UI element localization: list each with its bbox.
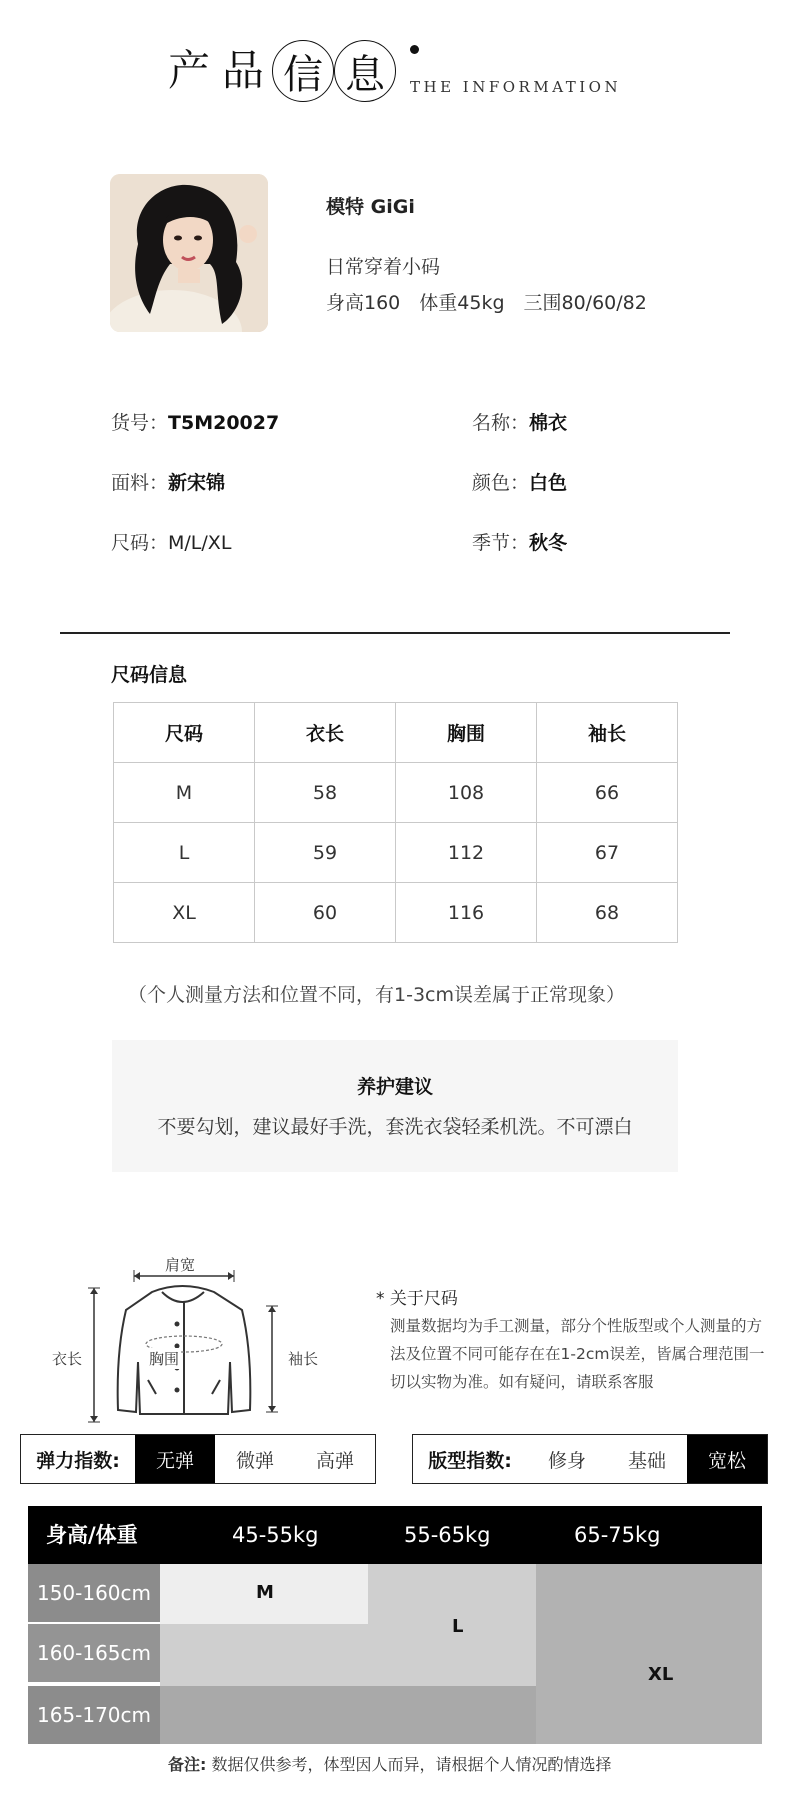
- size-table-header: 尺码: [114, 703, 255, 763]
- model-photo: [110, 174, 268, 332]
- section-divider: [60, 632, 730, 634]
- info-sizes-label: 尺码：: [111, 532, 169, 554]
- table-cell: 67: [537, 823, 678, 883]
- table-cell: 58: [255, 763, 396, 823]
- title-char-2: 品: [222, 46, 265, 95]
- fit-block-xl-label: XL: [648, 1664, 674, 1685]
- info-item-no-label: 货号：: [111, 412, 169, 434]
- fit-option-regular: 基础: [627, 1449, 666, 1472]
- info-season: [472, 528, 567, 555]
- title-subtitle: THE INFORMATION: [410, 78, 622, 96]
- table-cell: 66: [537, 763, 678, 823]
- table-cell: L: [114, 823, 255, 883]
- title-dot-icon: [410, 45, 419, 54]
- size-table-header: 衣长: [255, 703, 396, 763]
- table-row: [114, 823, 678, 883]
- about-size-title: * 关于尺码: [376, 1289, 458, 1309]
- info-item-no: [111, 408, 279, 435]
- chest-label: 胸围: [149, 1350, 180, 1368]
- shoulder-label: 肩宽: [165, 1256, 196, 1274]
- model-portrait-icon: [110, 174, 268, 332]
- size-table-header: 胸围: [396, 703, 537, 763]
- length-label: 衣长: [52, 1350, 83, 1368]
- fit-chart-height-3: 165-170cm: [28, 1686, 160, 1744]
- model-measurements: 身高160 体重45kg 三围80/60/82: [326, 292, 647, 314]
- table-cell: 68: [537, 883, 678, 943]
- jacket-diagram-icon: [82, 1262, 292, 1432]
- sleeve-label: 袖长: [288, 1350, 319, 1368]
- table-cell: 112: [396, 823, 537, 883]
- table-cell: 59: [255, 823, 396, 883]
- info-color-label: 颜色：: [472, 472, 530, 494]
- fit-block-m-label: M: [256, 1582, 274, 1603]
- table-cell: 108: [396, 763, 537, 823]
- info-color-value: 白色: [529, 472, 568, 494]
- fit-option-loose: 宽松: [687, 1435, 767, 1483]
- fit-block-l-label: L: [452, 1616, 464, 1637]
- fit-chart-weight-2: 55-65kg: [404, 1523, 491, 1547]
- fit-chart-footnote: [168, 1752, 612, 1775]
- size-table-header-row: [114, 703, 678, 763]
- fit-block-m: [160, 1564, 368, 1624]
- fit-chart-height-1: 150-160cm: [28, 1564, 160, 1622]
- info-season-label: 季节：: [472, 532, 530, 554]
- title-char-3: 信: [283, 51, 323, 98]
- fit-option-slim: 修身: [547, 1449, 586, 1472]
- care-box: [112, 1040, 678, 1172]
- info-sizes-value: M/L/XL: [168, 532, 232, 554]
- size-table-title: 尺码信息: [111, 664, 188, 686]
- info-name: [472, 408, 567, 435]
- info-fabric: [111, 468, 225, 495]
- model-size-note: 日常穿着小码: [326, 256, 441, 278]
- title-char-1: 产: [168, 46, 211, 95]
- model-name: 模特 GiGi: [326, 196, 415, 218]
- table-cell: 116: [396, 883, 537, 943]
- fit-label: 版型指数:: [428, 1449, 512, 1472]
- fit-chart-weight-1: 45-55kg: [232, 1523, 319, 1547]
- info-sizes: [111, 528, 231, 555]
- info-fabric-value: 新宋锦: [168, 472, 226, 494]
- table-cell: XL: [114, 883, 255, 943]
- elasticity-index: [20, 1434, 376, 1484]
- fit-chart-height-2: 160-165cm: [28, 1624, 160, 1682]
- title-char-4: 息: [345, 51, 385, 98]
- table-row: [114, 763, 678, 823]
- elasticity-option-none: 无弹: [135, 1435, 215, 1483]
- care-title: 养护建议: [356, 1076, 433, 1098]
- fit-index: [412, 1434, 768, 1484]
- info-item-no-value: T5M20027: [168, 412, 280, 434]
- elasticity-label: 弹力指数:: [36, 1449, 120, 1472]
- footnote-text: 数据仅供参考，体型因人而异，请根据个人情况酌情选择: [211, 1755, 612, 1774]
- fit-row-3-fill: [160, 1686, 536, 1744]
- info-color: [472, 468, 567, 495]
- title-char-4-circle: [334, 40, 396, 102]
- info-name-value: 棉衣: [529, 412, 568, 434]
- size-table-header: 袖长: [537, 703, 678, 763]
- table-cell: 60: [255, 883, 396, 943]
- care-text: 不要勾划，建议最好手洗，套洗衣袋轻柔机洗。不可漂白: [157, 1116, 633, 1138]
- fit-chart-header: [28, 1506, 762, 1564]
- size-table: [113, 702, 678, 943]
- footnote-label: 备注:: [168, 1755, 207, 1774]
- table-row: [114, 883, 678, 943]
- elasticity-option-slight: 微弹: [235, 1449, 274, 1472]
- info-name-label: 名称：: [472, 412, 530, 434]
- table-cell: M: [114, 763, 255, 823]
- elasticity-option-high: 高弹: [315, 1449, 354, 1472]
- measurement-note: （个人测量方法和位置不同，有1-3cm误差属于正常现象）: [128, 984, 625, 1006]
- about-size-text: 测量数据均为手工测量，部分个性版型或个人测量的方法及位置不同可能存在在1-2cm误差，皆属合理范围一切以实物为准。如有疑问，请联系客服: [390, 1317, 765, 1391]
- info-season-value: 秋冬: [529, 532, 568, 554]
- title-char-3-circle: [272, 40, 334, 102]
- fit-chart-corner: 身高/体重: [46, 1523, 138, 1547]
- info-fabric-label: 面料：: [111, 472, 169, 494]
- fit-chart-weight-3: 65-75kg: [574, 1523, 661, 1547]
